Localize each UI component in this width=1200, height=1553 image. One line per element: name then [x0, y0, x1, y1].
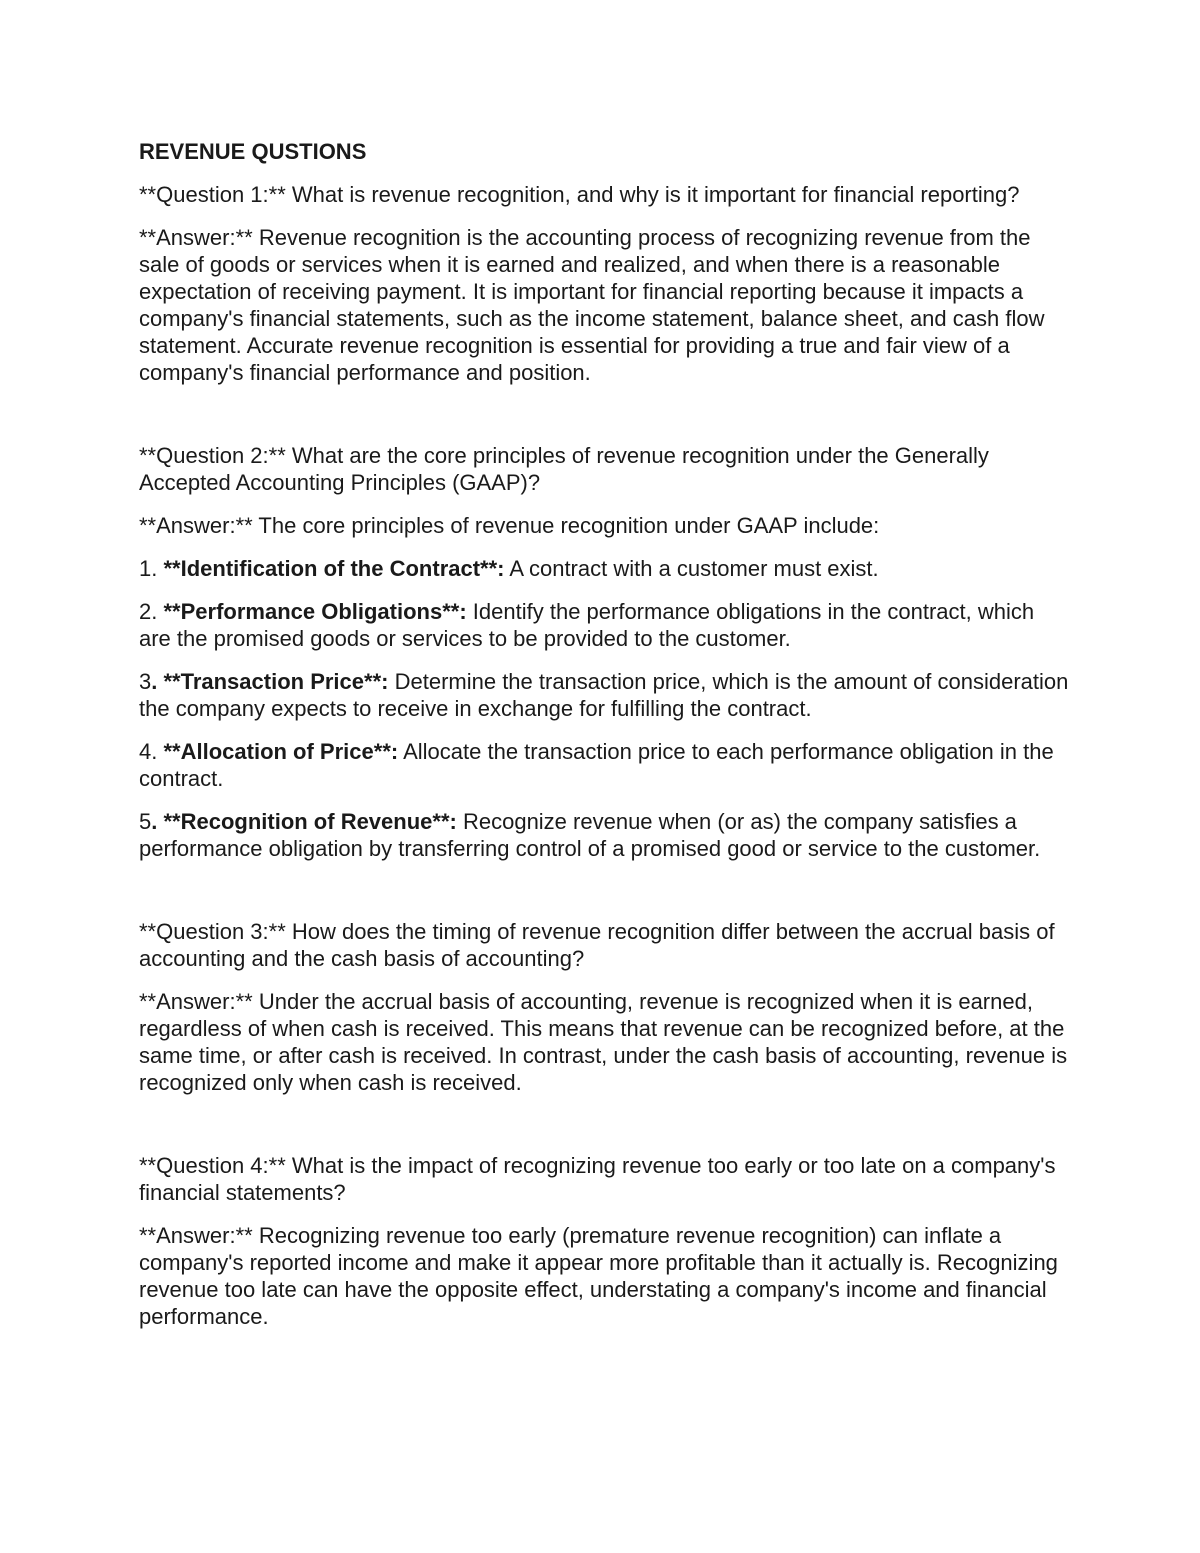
question-4: **Question 4:** What is the impact of recognizing revenue too early or too late on a company's financial statements?: [139, 1153, 1056, 1205]
list-item-text: Identify the performance obligations in the contract, which are the promised goods or services to be provided to the customer.: [139, 599, 1035, 651]
list-item-label: **Performance Obligations**:: [163, 599, 467, 624]
document-page: [139, 138, 1069, 1346]
list-item-3: [139, 668, 1069, 722]
section-spacer: [139, 402, 1069, 442]
answer-4: **Answer:** Recognizing revenue too early (premature revenue recognition) can inflate a company's reported income and make it appear more profitable than it actually is. Recognizing revenue too late can have the opposite effect, understating a company's income and financial performance.: [139, 1223, 1058, 1329]
list-item-1: [139, 555, 1069, 582]
question-1: **Question 1:** What is revenue recognition, and why is it important for financial reporting?: [139, 182, 1020, 207]
list-item-2: [139, 598, 1069, 652]
list-item-label: **Identification of the Contract**:: [163, 556, 505, 581]
list-item-text: A contract with a customer must exist.: [509, 556, 879, 581]
question-2: **Question 2:** What are the core principles of revenue recognition under the Generally Accepted Accounting Principles (GAAP)?: [139, 443, 989, 495]
list-item-number: 2.: [139, 599, 158, 624]
list-item-text: Determine the transaction price, which is the amount of consideration the company expects to receive in exchange for fulfilling the contract.: [139, 669, 1069, 721]
list-item-text: Recognize revenue when (or as) the company satisfies a performance obligation by transferring control of a promised good or service to the customer.: [139, 809, 1041, 861]
list-item-5: [139, 808, 1069, 862]
list-item-label: **Allocation of Price**:: [163, 739, 399, 764]
section-spacer: [139, 878, 1069, 918]
question-3: **Question 3:** How does the timing of revenue recognition differ between the accrual basis of accounting and the cash basis of accounting?: [139, 919, 1055, 971]
list-item-label: . **Recognition of Revenue**:: [151, 809, 457, 834]
list-item-number: 4.: [139, 739, 158, 764]
answer-3: **Answer:** Under the accrual basis of accounting, revenue is recognized when it is earned, regardless of when cash is received. This means that revenue can be recognized before, at the same time, or after cash is received. In contrast, under the cash basis of accounting, revenue is recognized only when cash is received.: [139, 989, 1068, 1095]
list-item-label: . **Transaction Price**:: [151, 669, 389, 694]
list-item-4: [139, 738, 1069, 792]
list-item-number: 1.: [139, 556, 158, 581]
list-item-number: 3: [139, 669, 152, 694]
document-title: REVENUE QUSTIONS: [139, 139, 367, 164]
answer-1: **Answer:** Revenue recognition is the accounting process of recognizing revenue from the sale of goods or services when it is earned and realized, and when there is a reasonable expectation of receiving payment. It is important for financial reporting because it impacts a company's financial statements, such as the income statement, balance sheet, and cash flow statement. Accurate revenue recognition is essential for providing a true and fair view of a company's financial performance and position.: [139, 225, 1045, 385]
answer-2: **Answer:** The core principles of revenue recognition under GAAP include:: [139, 513, 880, 538]
list-item-number: 5: [139, 809, 152, 834]
list-item-text: Allocate the transaction price to each performance obligation in the contract.: [139, 739, 1054, 791]
section-spacer: [139, 1112, 1069, 1152]
